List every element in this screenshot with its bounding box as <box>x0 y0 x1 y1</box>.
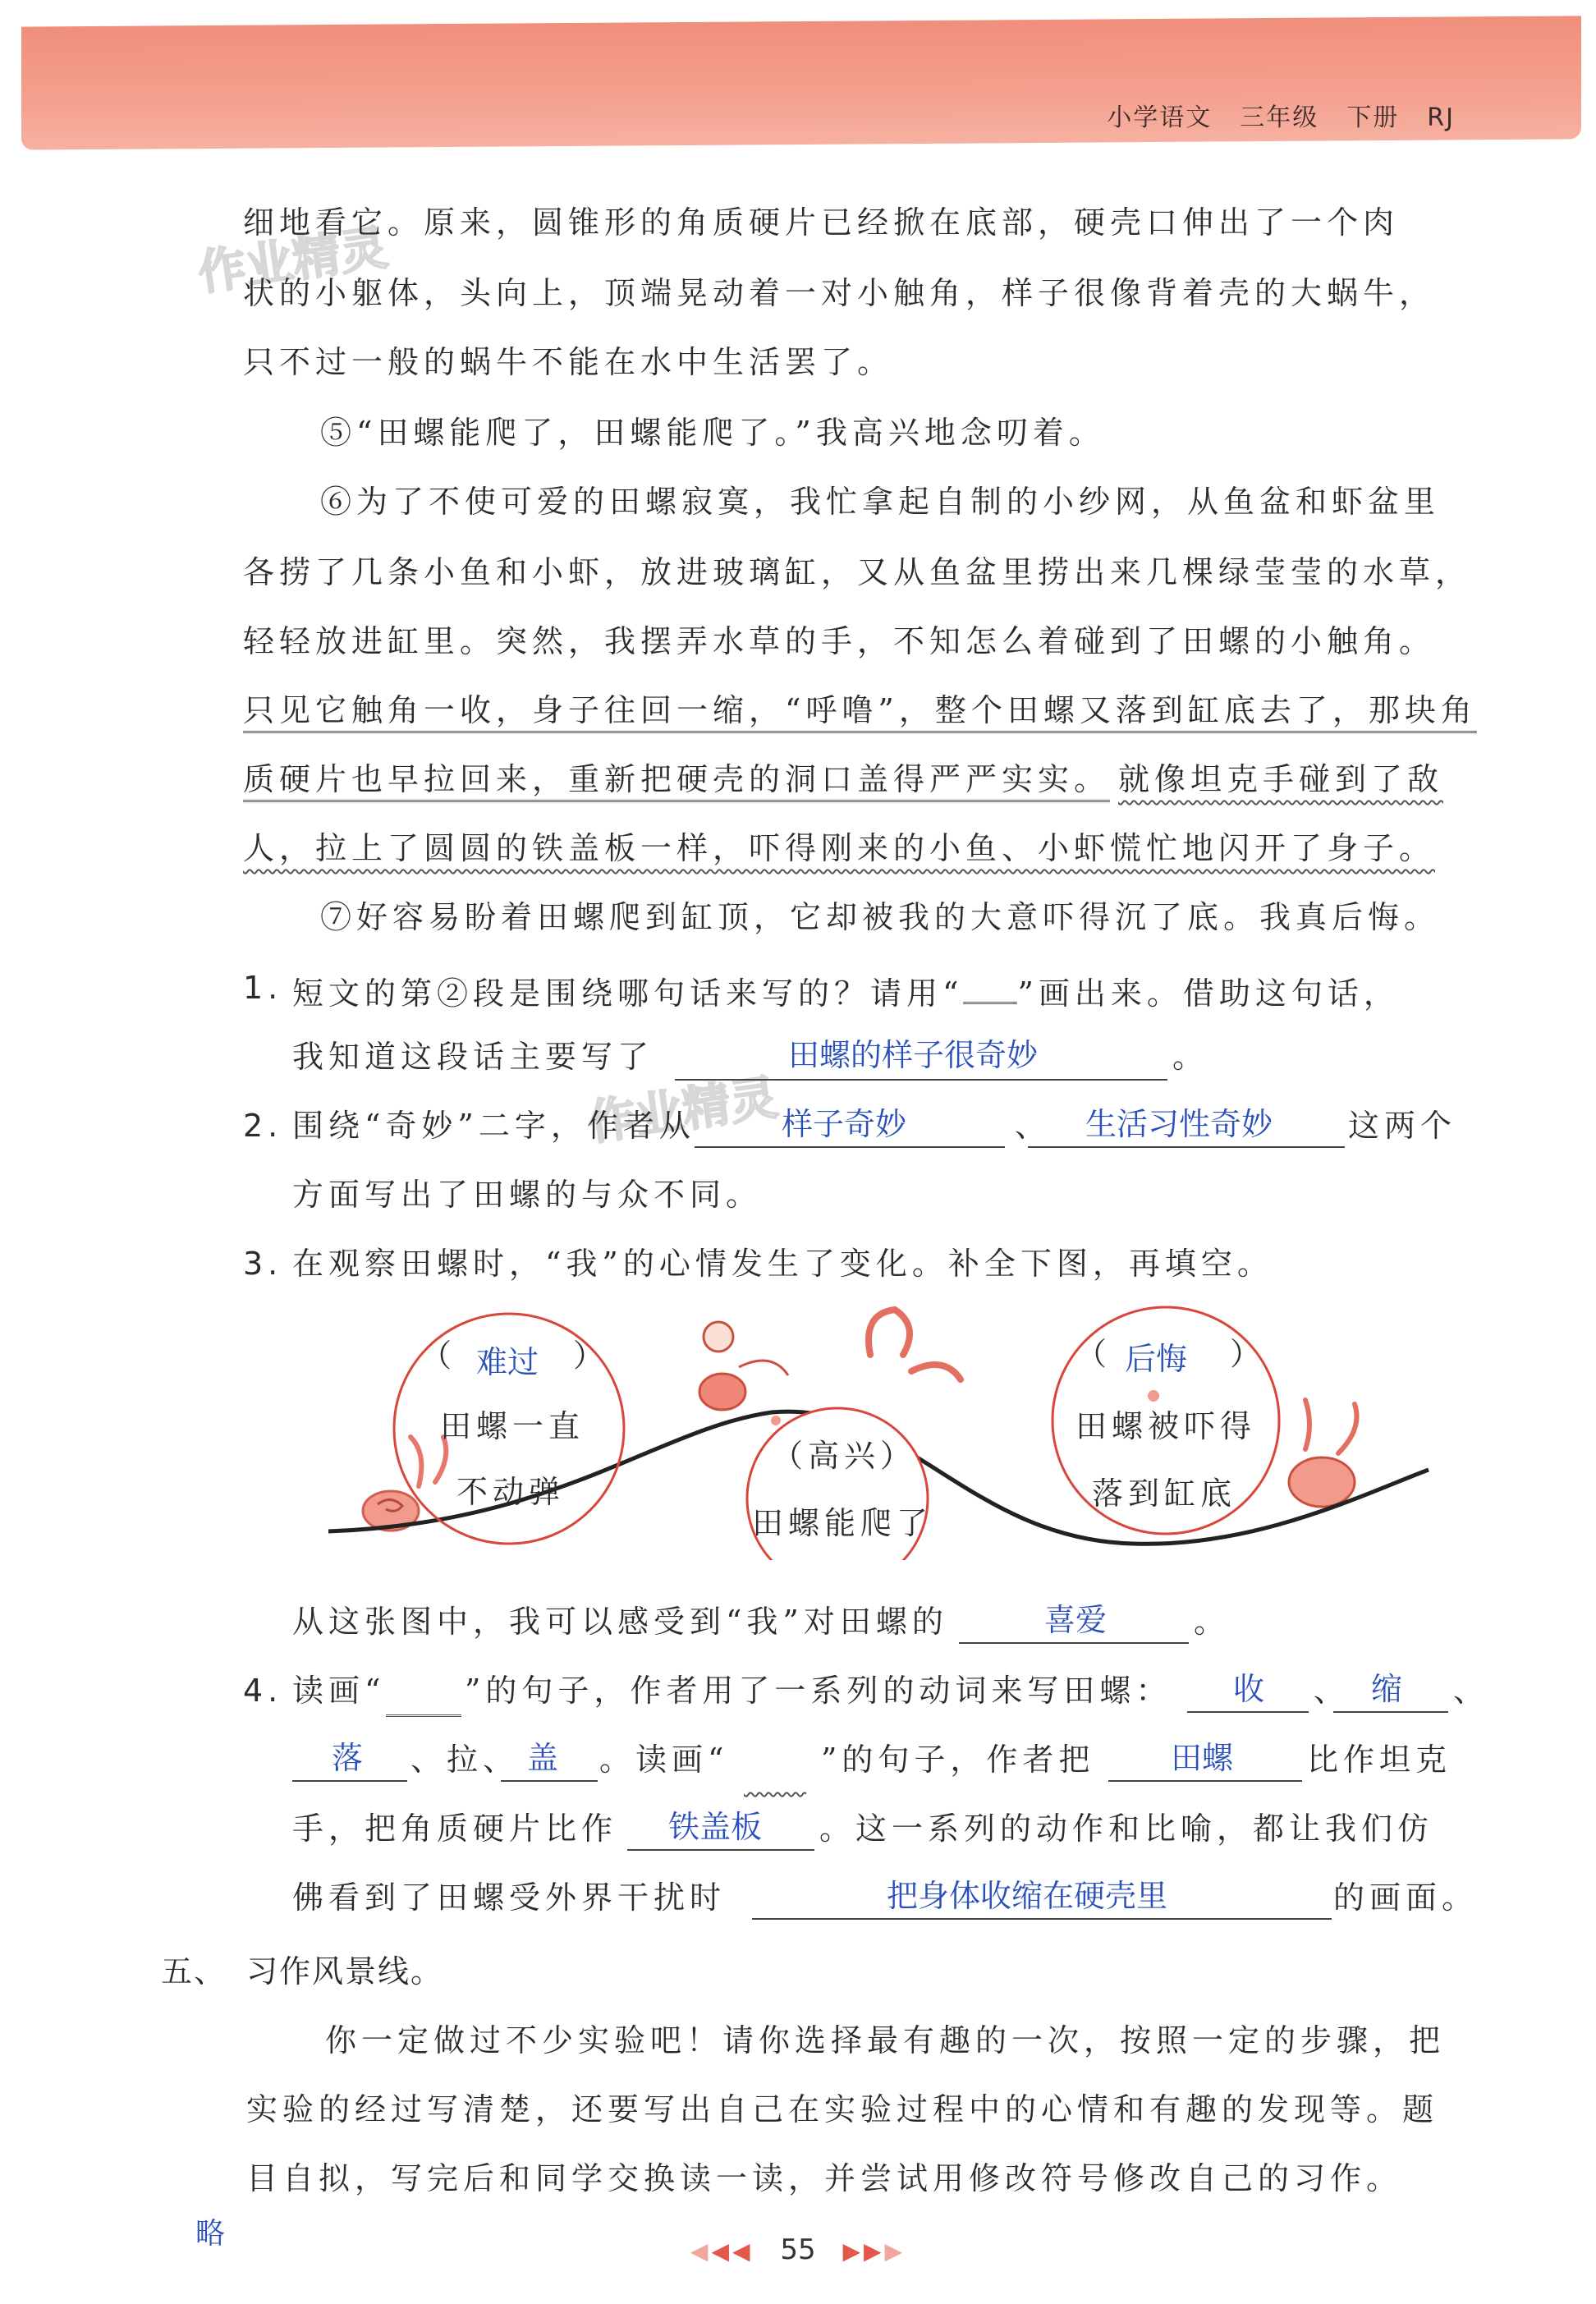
page-number: 55 <box>780 2233 816 2266</box>
bubble-icon <box>771 1416 781 1425</box>
snail-face-icon <box>704 1322 733 1352</box>
section-text: 你一定做过不少实验吧！请你选择最有趣的一次，按照一定的步骤，把 <box>325 2022 1446 2058</box>
question-1-text <box>292 972 1400 1012</box>
double-underline-symbol <box>963 972 1017 1004</box>
q4-text: 手，把角质硬片比作 <box>292 1811 618 1847</box>
separator: 、 <box>1314 1673 1351 1709</box>
q4-text: 读画“ <box>292 1673 386 1709</box>
coral-icon <box>869 1310 961 1379</box>
q4-text: 佛看到了田螺受外界干扰时 <box>292 1879 727 1916</box>
answer-text: 田螺 <box>1171 1740 1234 1776</box>
paragraph-6-line: 轻轻放进缸里。突然，我摆弄水草的手，不知怎么着碰到了田螺的小触角。 <box>243 623 1436 659</box>
q4-text: 。读画“ <box>599 1742 729 1778</box>
prev-arrow-icon: ◀ <box>690 2237 712 2265</box>
section-answer: 略 <box>195 2217 226 2251</box>
answer-text: 把身体收缩在硬壳里 <box>887 1878 1168 1914</box>
answer-text: 落 <box>332 1740 364 1776</box>
q1-text-a: 短文的第②段是围绕哪句话来写的？请用“ <box>292 975 964 1012</box>
seaweed-icon <box>1305 1400 1357 1453</box>
q4-text: 比作坦克 <box>1307 1742 1452 1778</box>
wavy-underline-symbol <box>744 1746 813 1770</box>
q4-text: 、拉、 <box>410 1742 520 1778</box>
section-text: 实验的经过写清楚，还要写出自己在实验过程中的心情和有趣的发现等。题 <box>246 2091 1439 2127</box>
double-underline-symbol <box>386 1678 461 1717</box>
diagram-right-line: 田螺被吓得 <box>1075 1408 1257 1444</box>
question-3-text: 在观察田螺时，“我”的心情发生了变化。补全下图，再填空。 <box>292 1246 1273 1282</box>
section-text: 目自拟，写完后和同学交换读一读，并尝试用修改符号修改自己的习作。 <box>246 2160 1403 2196</box>
header-grade: 三年级 <box>1240 103 1319 132</box>
underlined-sentence: 只见它触角一收，身子往回一缩，“呼噜”，整个田螺又落到缸底去了，那块角 <box>243 695 1477 733</box>
answer-text: 盖 <box>527 1740 559 1776</box>
paren-open: （ <box>1075 1336 1112 1372</box>
mood-diagram <box>312 1306 1445 1560</box>
diagram-middle-label: （高兴） <box>772 1438 917 1474</box>
underlined-sentence: 质硬片也早拉回来，重新把硬壳的洞口盖得严严实实。 <box>243 764 1110 802</box>
question-2-text: 围绕“奇妙”二字，作者从 <box>292 1108 695 1144</box>
snail-body-icon <box>739 1361 788 1375</box>
period: 。 <box>1194 1604 1231 1640</box>
question-2-line2: 方面写出了田螺的与众不同。 <box>292 1177 763 1213</box>
snail-shell-icon <box>1289 1457 1355 1507</box>
page-footer <box>0 2233 1596 2266</box>
diagram-left-line: 不动弹 <box>456 1474 566 1510</box>
watermark: 作业精灵 <box>195 219 392 301</box>
question-number: 3. <box>243 1246 283 1282</box>
paragraph-6-line: ⑥为了不使可爱的田螺寂寞，我忙拿起自制的小纱网，从鱼盆和虾盆里 <box>320 484 1441 520</box>
question-number: 2. <box>243 1108 283 1144</box>
wavy-underlined-sentence: 人，拉上了圆圆的铁盖板一样，吓得刚来的小鱼、小虾慌忙地闪开了身子。 <box>243 830 1436 866</box>
passage-line: 状的小躯体，头向上，顶端晃动着一对小触角，样子很像背着壳的大蜗牛， <box>243 275 1436 311</box>
period: 。 <box>1172 1039 1209 1075</box>
question-1-line2: 我知道这段话主要写了 <box>292 1039 654 1075</box>
answer-text: 样子奇妙 <box>782 1106 907 1142</box>
wavy-underlined-sentence: 就像坦克手碰到了敌 <box>1118 761 1444 797</box>
diagram-right-answer: 后悔 <box>1125 1341 1188 1377</box>
paren-close: ） <box>1230 1336 1267 1372</box>
answer-text: 收 <box>1233 1671 1265 1707</box>
answer-text: 铁盖板 <box>668 1809 763 1845</box>
header-edition: RJ <box>1427 103 1455 132</box>
question-3-fill: 从这张图中，我可以感受到“我”对田螺的 <box>292 1604 948 1640</box>
section-number: 五、 <box>161 1953 227 1990</box>
q4-text: 。这一系列的动作和比喻，都让我们仿 <box>819 1811 1434 1847</box>
paragraph-7: ⑦好容易盼着田螺爬到缸顶，它却被我的大意吓得沉了底。我真后悔。 <box>320 899 1441 935</box>
paragraph-6-line: 各捞了几条小鱼和小虾，放进玻璃缸，又从鱼盆里捞出来几棵绿莹莹的水草， <box>243 554 1472 590</box>
bubble-icon <box>1148 1390 1159 1402</box>
next-arrow-icon: ▶▶ <box>842 2237 885 2265</box>
paren-open: （ <box>420 1338 457 1374</box>
diagram-middle-line: 田螺能爬了 <box>752 1505 933 1541</box>
diagram-right-line: 落到缸底 <box>1092 1476 1237 1512</box>
question-2-text-b: 这两个 <box>1348 1108 1457 1144</box>
paragraph-5: ⑤“田螺能爬了，田螺能爬了。”我高兴地念叨着。 <box>320 415 1105 451</box>
section-title: 习作风景线。 <box>246 1953 444 1990</box>
header-volume: 下册 <box>1346 103 1400 132</box>
question-number: 1. <box>243 970 283 1006</box>
q4-text: ”的句子，作者用了一系列的动词来写田螺： <box>465 1673 1172 1709</box>
diagram-left-answer: 难过 <box>476 1344 539 1380</box>
q4-text: ”的句子，作者把 <box>821 1742 1095 1778</box>
snail-shell-icon <box>699 1374 745 1410</box>
passage-line: 细地看它。原来，圆锥形的角质硬片已经掀在底部，硬壳口伸出了一个肉 <box>243 204 1400 241</box>
answer-text: 田螺的样子很奇妙 <box>788 1037 1039 1073</box>
separator: 、 <box>1453 1673 1490 1709</box>
answer-text: 缩 <box>1371 1671 1403 1707</box>
passage-line: 只不过一般的蜗牛不能在水中生活罢了。 <box>243 344 894 380</box>
header-info <box>1079 97 1455 133</box>
answer-text: 喜爱 <box>1044 1602 1108 1638</box>
next-arrow-icon: ▶ <box>884 2237 906 2265</box>
paren-close: ） <box>573 1338 610 1374</box>
answer-text: 生活习性奇妙 <box>1085 1106 1273 1142</box>
q4-text: 的画面。 <box>1333 1879 1479 1916</box>
seaweed-icon <box>410 1437 446 1486</box>
question-number: 4. <box>243 1673 283 1709</box>
header-subject: 小学语文 <box>1107 103 1213 132</box>
prev-arrow-icon: ◀◀ <box>711 2237 754 2265</box>
separator: 、 <box>1015 1108 1052 1144</box>
q1-text-b: ”画出来。借助这句话， <box>1017 975 1400 1012</box>
diagram-left-line: 田螺一直 <box>440 1408 585 1444</box>
watermark: 作业精灵 <box>585 1069 782 1151</box>
